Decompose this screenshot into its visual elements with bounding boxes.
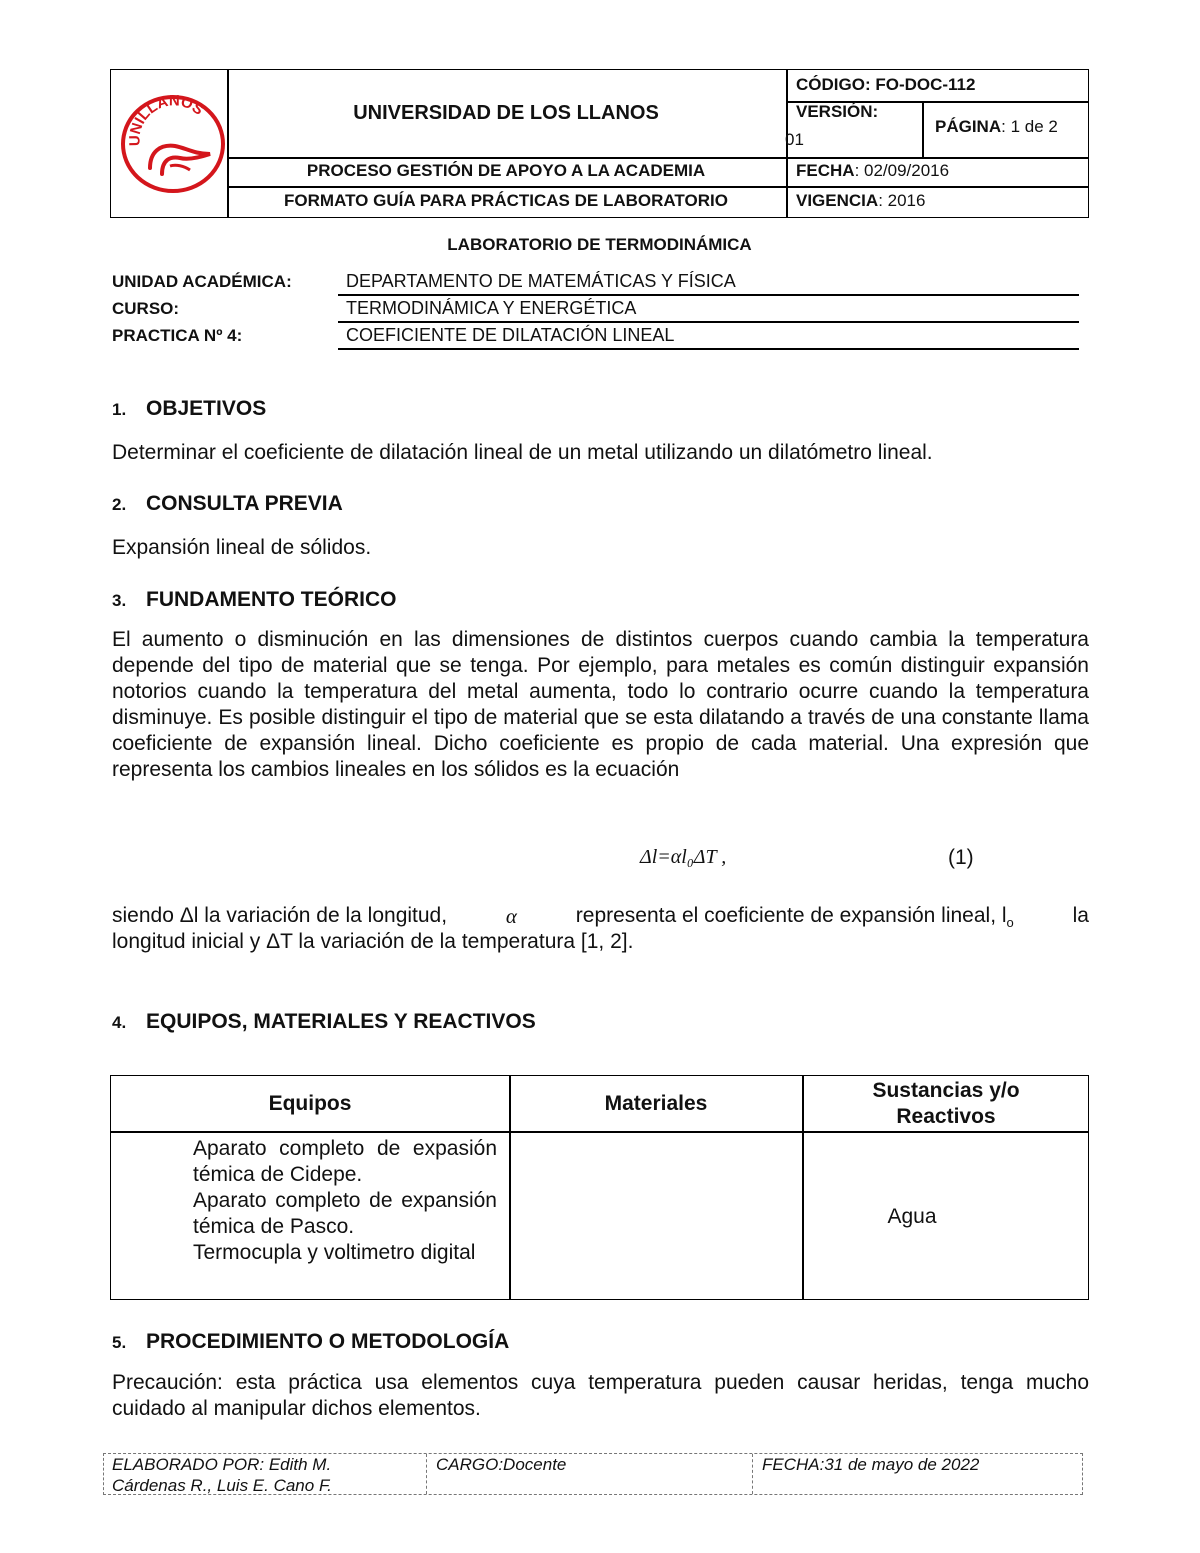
footer-elaborado: ELABORADO POR: Edith M. Cárdenas R., Luis E. Cano F. xyxy=(112,1455,332,1495)
version-label: VERSIÓN: xyxy=(796,102,879,121)
section-fundamento-heading xyxy=(112,588,396,612)
university-name: UNIVERSIDAD DE LOS LLANOS xyxy=(353,101,659,124)
vigencia xyxy=(796,186,925,216)
text-fragment: la xyxy=(1072,904,1089,927)
section-number: 1. xyxy=(112,400,127,419)
logo-text: UNILLANOS xyxy=(126,94,207,147)
subscript-o: o xyxy=(1006,915,1014,931)
col-header-materiales: Materiales xyxy=(604,1092,708,1115)
curso-value: TERMODINÁMICA Y ENERGÉTICA xyxy=(346,298,637,318)
unidad-label: UNIDAD ACADÉMICA: xyxy=(112,272,292,291)
proceso: PROCESO GESTIÓN DE APOYO A LA ACADEMIA xyxy=(306,161,706,180)
section-title: OBJETIVOS xyxy=(146,397,267,420)
practica-label: PRACTICA Nº 4: xyxy=(112,326,243,345)
divider xyxy=(338,294,1079,296)
version-value: 01 xyxy=(785,130,804,149)
consulta-text: Expansión lineal de sólidos. xyxy=(112,536,372,559)
section-title: EQUIPOS, MATERIALES Y REACTIVOS xyxy=(146,1010,536,1033)
fecha-label: FECHA xyxy=(796,161,855,180)
vigencia-value: : 2016 xyxy=(878,191,926,210)
col-header-sustancias: Sustancias y/o Reactivos xyxy=(872,1079,1020,1128)
text-fragment: representa el coeficiente de expansión lineal, $l_o$ xyxy=(575,904,1014,931)
unidad-value: DEPARTAMENTO DE MATEMÁTICAS Y FÍSICA xyxy=(346,271,736,291)
pagina-value: : 1 de 2 xyxy=(1001,117,1058,136)
fecha xyxy=(796,157,949,185)
equipos-item: Termocupla y voltimetro digital xyxy=(193,1241,476,1264)
footer-cargo: CARGO:Docente xyxy=(436,1455,567,1474)
col-header-equipos: Equipos xyxy=(268,1092,352,1115)
section-number: 3. xyxy=(112,591,127,610)
section-number: 5. xyxy=(112,1333,127,1352)
materials-table xyxy=(110,1075,1089,1300)
divider xyxy=(426,1454,427,1494)
objetivos-text: Determinar el coeficiente de dilatación lineal de un metal utilizando un dilatómetro lineal. xyxy=(112,441,933,464)
divider xyxy=(752,1454,753,1494)
section-equipos-heading xyxy=(112,1010,536,1034)
formato: FORMATO GUÍA PARA PRÁCTICAS DE LABORATORIO xyxy=(284,191,728,210)
section-objetivos-heading xyxy=(112,397,266,421)
sustancias-cell: Agua xyxy=(887,1205,937,1228)
equipos-item: Aparato completo de expansión témica de Pasco. xyxy=(193,1189,497,1238)
alpha-symbol: α xyxy=(505,904,517,928)
footer-fecha: FECHA:31 de mayo de 2022 xyxy=(762,1455,980,1474)
vigencia-label: VIGENCIA xyxy=(796,191,879,210)
section-number: 2. xyxy=(112,495,127,514)
divider xyxy=(338,321,1079,323)
practica-value: COEFICIENTE DE DILATACIÓN LINEAL xyxy=(346,325,675,345)
section-procedimiento-heading xyxy=(112,1330,509,1354)
fundamento-text: El aumento o disminución en las dimensiones de distintos cuerpos cuando cambia la temperatura depende del tipo de material que se tenga. Por ejemplo, para metales es común distinguir expansión notorios cuando la temperatura del metal aumenta, todo lo contrario ocurre cuando la temperatura disminuye. Es posible distinguir el tipo de material que se esta dilatando a través de una constante llama coeficiente de expansión lineal. Dicho coeficiente es propio de cada material. Una expresión que representa los cambios lineales en los sólidos es la ecuación xyxy=(112,628,1089,781)
lab-title: LABORATORIO DE TERMODINÁMICA xyxy=(447,235,752,254)
fundamento-after-line2: longitud inicial y ΔT la variación de la temperatura [1, 2]. xyxy=(112,930,634,953)
equipos-cell xyxy=(193,1136,497,1266)
curso-label: CURSO: xyxy=(112,299,180,318)
equation: Δl=αl₀ΔT , xyxy=(640,846,727,868)
equation-number: (1) xyxy=(948,846,974,869)
pagina xyxy=(935,102,1058,152)
pagina-label: PÁGINA xyxy=(935,117,1002,136)
section-consulta-heading xyxy=(112,492,343,516)
procedimiento-text: Precaución: esta práctica usa elementos cuya temperatura pueden causar heridas, tenga mucho cuidado al manipular dichos elementos. xyxy=(112,1371,1089,1420)
divider xyxy=(338,348,1079,350)
equipos-item: Aparato completo de expasión témica de Cidepe. xyxy=(193,1137,497,1186)
codigo: CÓDIGO: FO-DOC-112 xyxy=(796,75,976,94)
university-logo xyxy=(120,94,226,194)
section-title: PROCEDIMIENTO O METODOLOGÍA xyxy=(146,1330,510,1353)
text-fragment: siendo Δl la variación de la longitud, xyxy=(112,904,448,927)
section-number: 4. xyxy=(112,1013,127,1032)
fecha-value: : 02/09/2016 xyxy=(854,161,950,180)
section-title: FUNDAMENTO TEÓRICO xyxy=(146,588,397,611)
section-title: CONSULTA PREVIA xyxy=(146,492,343,515)
footer-box xyxy=(103,1453,1083,1495)
